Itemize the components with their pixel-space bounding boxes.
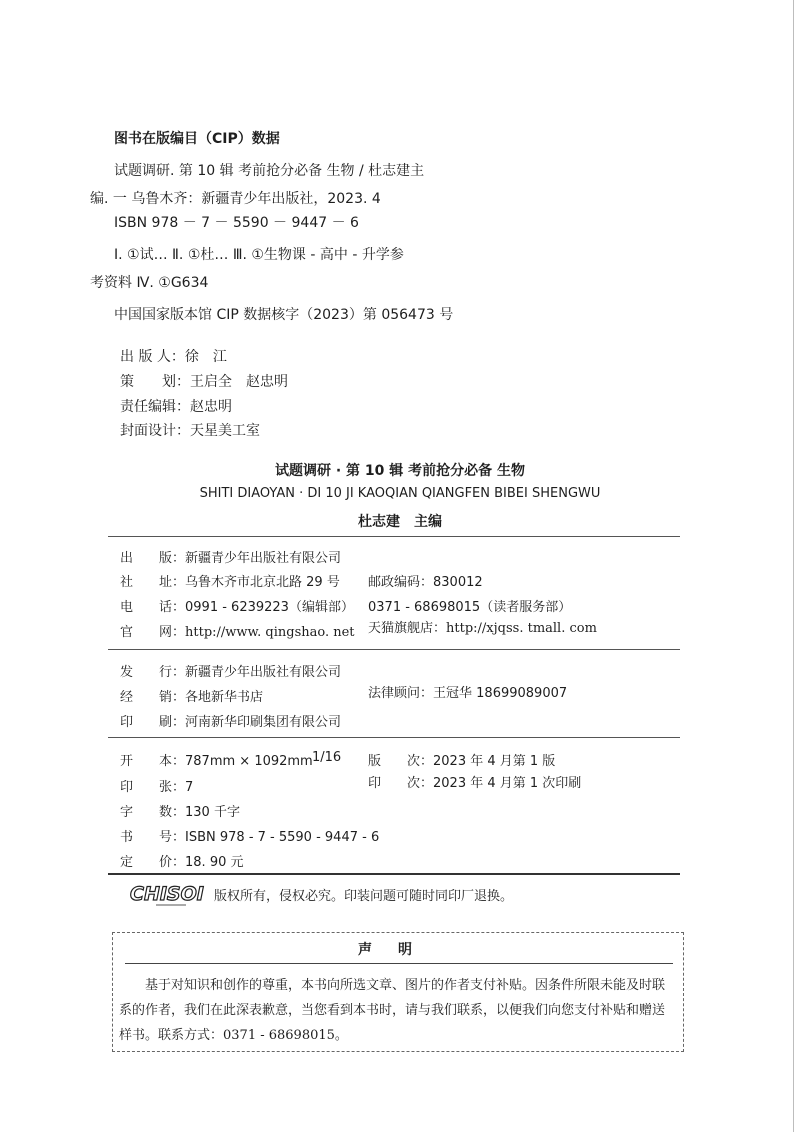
issuer-value: 新疆青少年出版社有限公司 <box>185 665 342 680</box>
divider <box>108 536 680 537</box>
staff-value: 徐 江 <box>184 349 227 365</box>
divider <box>108 649 680 650</box>
price-value: 18. 90 元 <box>185 855 244 870</box>
address-row <box>120 571 340 590</box>
staff-row <box>120 371 288 391</box>
publisher-value: 新疆青少年出版社有限公司 <box>185 551 342 566</box>
book-editor: 杜志建 主编 <box>358 514 442 530</box>
lawyer-label: 法律顾问： <box>368 686 434 701</box>
printing-label: 印 次： <box>368 776 434 791</box>
statement-text: 基于对知识和创作的尊重，本书向所选文章、图片的作者支付补贴。因条件所限未能及时联系的作者，我们在此深表歉意，当您看到本书时，请与我们联系，以便我们向您支付补贴和赠送样书。联系方式：0371 - 68698015。 <box>119 978 666 1043</box>
staff-label: 责任编辑： <box>120 399 190 415</box>
edition-value: 2023 年 4 月第 1 版 <box>433 754 556 769</box>
phone2-value: 0371 - 68698015（读者服务部） <box>368 600 572 615</box>
seller-value: 各地新华书店 <box>185 690 264 705</box>
chisoi-logo <box>128 880 212 908</box>
publisher-row <box>120 547 341 566</box>
chisoi-logo-text: CHISOI <box>130 883 204 905</box>
staff-value: 赵忠明 <box>190 399 232 415</box>
printer-row <box>120 711 341 730</box>
printer-label: 印 刷： <box>120 715 186 730</box>
staff-value: 王启全 赵忠明 <box>190 374 288 390</box>
isbn-label: 书 号： <box>120 830 186 845</box>
printer-value: 河南新华印刷集团有限公司 <box>185 715 342 730</box>
issuer-row <box>120 661 341 680</box>
website-link[interactable]: http://www. qingshao. net <box>185 625 355 640</box>
address-label: 社 址： <box>120 575 186 590</box>
seller-row <box>120 686 263 705</box>
staff-label: 出 版 人： <box>120 349 185 365</box>
statement-divider <box>125 963 673 964</box>
address-value: 乌鲁木齐市北京北路 29 号 <box>185 575 340 590</box>
phone-row <box>120 596 354 615</box>
publisher-label: 出 版： <box>120 551 186 566</box>
price-label: 定 价： <box>120 855 186 870</box>
isbn-value: ISBN 978 - 7 - 5590 - 9447 - 6 <box>185 830 380 845</box>
postcode-row <box>368 571 483 590</box>
cip-line-2: 编. 一 乌鲁木齐：新疆青少年出版社，2023. 4 <box>90 191 381 207</box>
phone-label: 电 话： <box>120 600 186 615</box>
postcode-value: 830012 <box>433 575 483 590</box>
rights-notice: 版权所有，侵权必究。印装问题可随时同印厂退换。 <box>214 889 514 904</box>
tmall-row <box>368 617 597 636</box>
isbn-row <box>120 826 379 845</box>
printing-row <box>368 772 581 791</box>
format-label: 开 本： <box>120 754 186 769</box>
cip-line-3: ISBN 978 － 7 － 5590 － 9447 － 6 <box>114 215 359 231</box>
staff-row <box>120 420 260 440</box>
staff-row <box>120 346 227 366</box>
staff-label: 封面设计： <box>120 423 190 439</box>
lawyer-value: 王冠华 18699089007 <box>433 686 568 701</box>
price-row <box>120 851 244 870</box>
page-edge <box>793 0 794 1132</box>
staff-label: 策 划： <box>120 374 190 390</box>
book-title-pinyin: SHITI DIAOYAN · DI 10 JI KAOQIAN QIANGFEN BIBEI SHENGWU <box>199 486 601 501</box>
format-fraction: 1/16 <box>312 750 342 765</box>
format-row <box>120 750 313 769</box>
chisoi-logo-graphic <box>128 880 212 908</box>
divider <box>108 737 680 738</box>
issuer-label: 发 行： <box>120 665 186 680</box>
format-value: 787mm × 1092mm <box>185 754 313 769</box>
words-row <box>120 801 240 820</box>
sheets-row <box>120 776 193 795</box>
tmall-label: 天猫旗舰店： <box>368 621 447 636</box>
edition-label: 版 次： <box>368 754 434 769</box>
words-label: 字 数： <box>120 805 186 820</box>
edition-row <box>368 750 555 769</box>
staff-row <box>120 396 232 416</box>
cip-line-1: 试题调研. 第 10 辑 考前抢分必备 生物 / 杜志建主 <box>114 163 425 179</box>
lawyer-row <box>368 682 567 701</box>
staff-value: 天星美工室 <box>190 423 260 439</box>
tmall-link[interactable]: http://xjqss. tmall. com <box>446 621 597 636</box>
statement-title: 声明 <box>358 942 438 958</box>
printing-value: 2023 年 4 月第 1 次印刷 <box>433 776 582 791</box>
statement-box <box>112 932 684 1052</box>
phone-value: 0991 - 6239223（编辑部） <box>185 600 354 615</box>
divider <box>108 873 680 875</box>
website-row <box>120 621 355 640</box>
cip-line-5: 考资料 Ⅳ. ①G634 <box>90 275 209 291</box>
sheets-label: 印 张： <box>120 780 186 795</box>
cip-line-4: Ⅰ. ①试… Ⅱ. ①杜… Ⅲ. ①生物课 - 高中 - 升学参 <box>114 247 404 263</box>
website-label: 官 网： <box>120 625 186 640</box>
book-title: 试题调研 · 第 10 辑 考前抢分必备 生物 <box>274 463 526 479</box>
postcode-label: 邮政编码： <box>368 575 434 590</box>
sheets-value: 7 <box>185 780 194 795</box>
words-value: 130 千字 <box>185 805 240 820</box>
cip-line-6: 中国国家版本馆 CIP 数据核字（2023）第 056473 号 <box>114 307 454 323</box>
cip-heading: 图书在版编目（CIP）数据 <box>114 131 280 147</box>
seller-label: 经 销： <box>120 690 186 705</box>
